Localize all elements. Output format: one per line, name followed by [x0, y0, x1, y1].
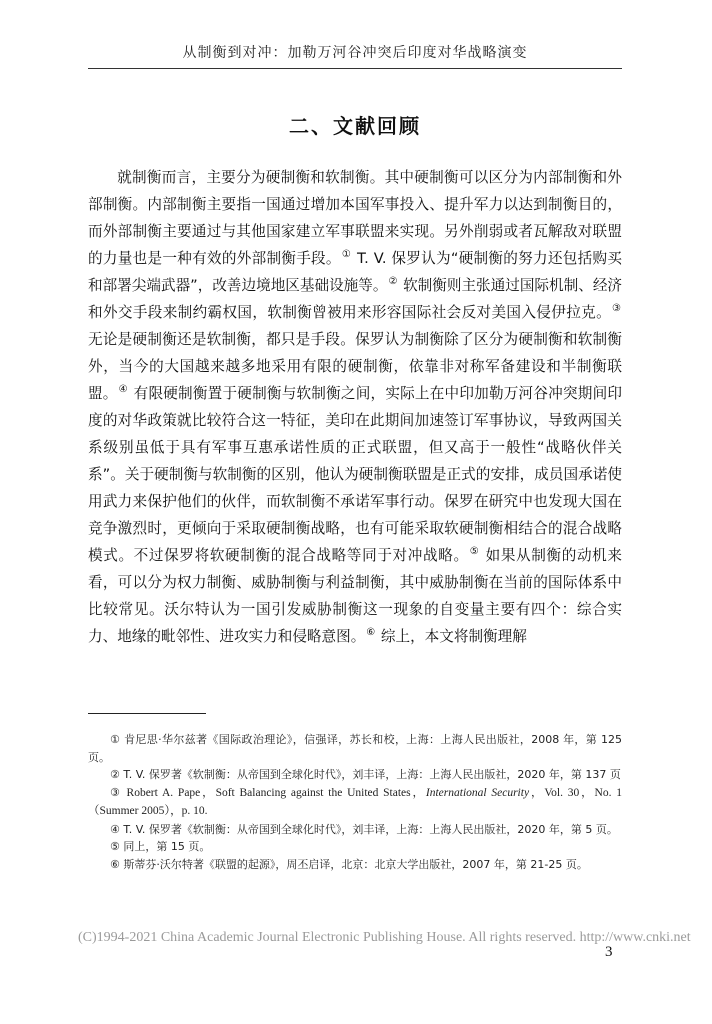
footnote-ref-6[interactable]: ⑥ — [366, 627, 376, 639]
page-number: 3 — [605, 944, 613, 960]
footnote-5 — [88, 838, 622, 856]
text-segment: T. V. 保罗认为“硬制衡的努力还包括购买和部署尖端武器”，改善边境地区基础设施等。 — [88, 250, 622, 294]
copyright-watermark: (C)1994-2021 China Academic Journal Electronic Publishing House. All rights reserved. http://www.cnki.net — [78, 930, 691, 945]
footnote-text: 同上，第 15 页。 — [119, 840, 211, 853]
header-divider — [88, 68, 622, 69]
text-segment: 就制衡而言，主要分为硬制衡和软制衡。其中硬制衡可以区分为内部制衡和外部制衡。内部制衡主要指一国通过增加本国军事投入、提升军力以达到制衡目的，而外部制衡主要通过与其他国家建立军事联盟来实现。另外削弱或者瓦解敌对联盟的力量也是一种有效的外部制衡手段。 — [88, 169, 622, 267]
footnote-mark: ③ — [110, 785, 122, 799]
footnote-4 — [88, 821, 622, 839]
footnote-mark: ⑤ — [110, 840, 120, 853]
footnote-6 — [88, 856, 622, 874]
section-title: 二、文献回顾 — [289, 114, 421, 138]
footnote-text: T. V. 保罗著《软制衡：从帝国到全球化时代》，刘丰译，上海：上海人民出版社，2020 年，第 137 页 — [119, 768, 621, 781]
running-header: 从制衡到对冲：加勒万河谷冲突后印度对华战略演变 — [182, 45, 528, 61]
footnote-ref-4[interactable]: ④ — [118, 384, 128, 396]
footnote-ref-1[interactable]: ① — [341, 249, 352, 261]
footnote-1 — [88, 731, 622, 766]
text-segment: 如果从制衡的动机来看，可以分为权力制衡、威胁制衡与利益制衡，其中威胁制衡在当前的国际体系中比较常见。沃尔特认为一国引发威胁制衡这一现象的自变量主要有四个：综合实力、地缘的毗邻性、进攻实力和侵略意图。 — [88, 547, 623, 645]
footnote-text: ，Vol. 30，No. 1（Summer 2005），p. 10. — [88, 786, 622, 817]
footnote-mark: ① — [110, 733, 121, 746]
footnote-2 — [88, 766, 622, 784]
footnote-ref-2[interactable]: ② — [388, 276, 398, 288]
text-segment: 有限硬制衡置于硬制衡与软制衡之间，实际上在中印加勒万河谷冲突期间印度的对华政策就比较符合这一特征，美印在此期间加速签订军事协议，导致两国关系级别虽低于具有军事互惠承诺性质的正式联盟，但又高于一般性“战略伙伴关系”。关于硬制衡与软制衡的区别，他认为硬制衡联盟是正式的安排，成员国承诺使用武力来保护他们的伙伴，而软制衡不承诺军事行动。保罗在研究中也发现大国在竞争激烈时，更倾向于采取硬制衡战略，也有可能采取软硬制衡相结合的混合战略模式。不过保罗将软硬制衡的混合战略等同于对冲战略。 — [88, 385, 622, 564]
footnote-ref-3[interactable]: ③ — [612, 303, 621, 315]
text-segment: 软制衡则主张通过国际机制、经济和外交手段来制约霸权国，软制衡曾被用来形容国际社会反对美国入侵伊拉克。 — [88, 277, 623, 321]
footnote-mark: ② — [110, 768, 120, 781]
footnotes — [88, 731, 622, 873]
footnote-text: 斯蒂芬·沃尔特著《联盟的起源》，周丕启译，北京：北京大学出版社，2007 年，第 21-25 页。 — [119, 857, 588, 871]
footnote-mark: ④ — [110, 822, 120, 836]
text-segment: 无论是硬制衡还是软制衡，都只是手段。保罗认为制衡除了区分为硬制衡和软制衡外，当今的大国越来越多地采用有限的硬制衡，依靠非对称军备建设和半制衡联盟。 — [88, 331, 622, 402]
footnote-divider — [88, 713, 206, 714]
footnote-text: T. V. 保罗著《软制衡：从帝国到全球化时代》，刘丰译，上海：上海人民出版社，2020 年，第 5 页。 — [119, 822, 618, 836]
footnote-3 — [88, 784, 622, 821]
text-segment: 综上，本文将制衡理解 — [376, 628, 527, 645]
footnote-mark: ⑥ — [110, 857, 120, 871]
journal-title: International Security — [425, 786, 530, 799]
footnote-text: 肯尼思·华尔兹著《国际政治理论》，信强译，苏长和校，上海：上海人民出版社，2008 年，第 125 页。 — [88, 733, 622, 764]
footnote-ref-5[interactable]: ⑤ — [469, 546, 480, 558]
footnote-text: Robert A. Pape，Soft Balancing against the United States， — [121, 786, 426, 799]
body-paragraph — [88, 164, 622, 650]
paragraph-literature-review — [88, 164, 622, 650]
